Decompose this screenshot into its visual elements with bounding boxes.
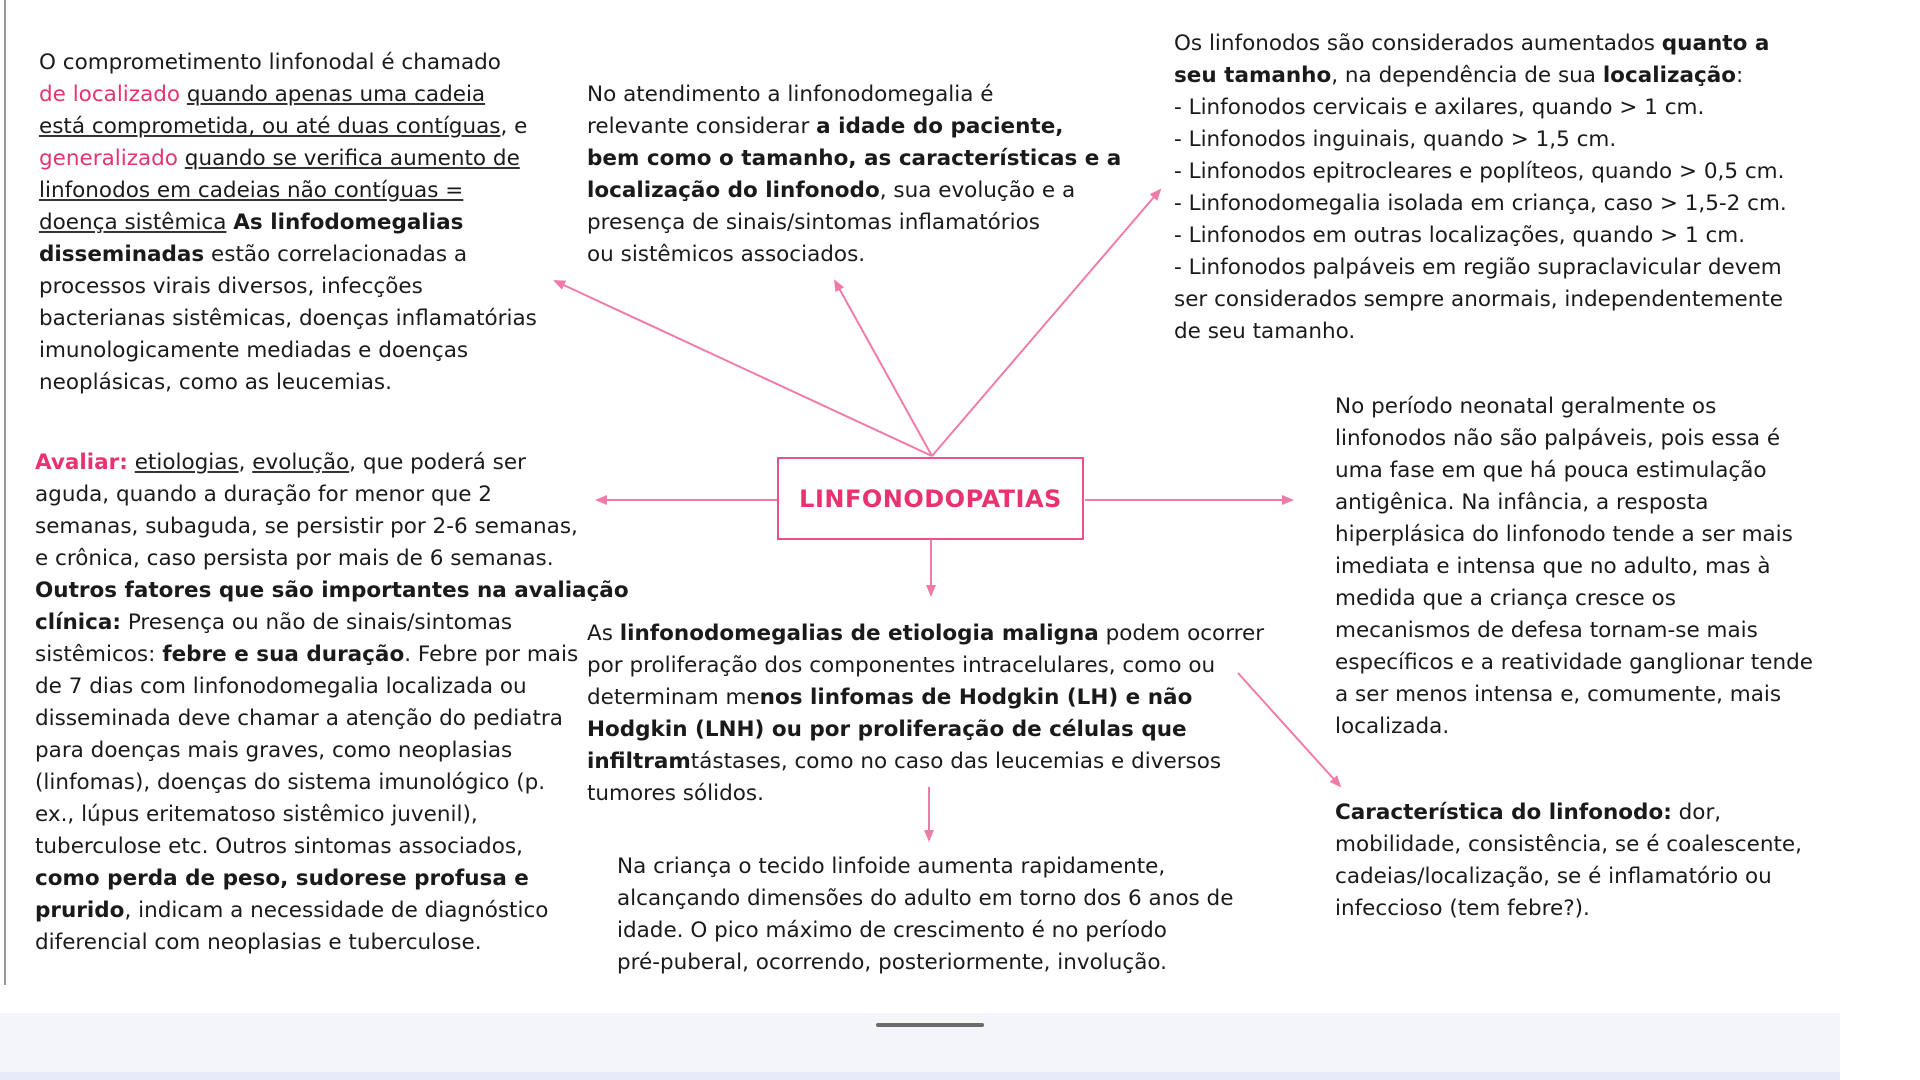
central-node bbox=[777, 457, 1084, 540]
right-margin bbox=[1840, 0, 1920, 1080]
node-bottom-center: As linfonodomegalias de etiologia maligna podem ocorrer por proliferação dos componentes intracelulares, como ou determinam menos linfomas de Hodgkin (LH) e não Hodgkin (LNH) ou por proliferação de células que infiltramtástases, como no caso das leucemias e diversos tumores sólidos. bbox=[587, 621, 1265, 806]
central-node-title: LINFONODOPATIAS bbox=[799, 484, 1062, 513]
scroll-handle[interactable] bbox=[876, 1023, 984, 1027]
node-mid-right: No período neonatal geralmente os linfonodos não são palpáveis, pois essa é uma fase em que há pouca estimulação antigênica. Na infância, a resposta hiperplásica do linfonodo tende a ser mais imediata e intensa que no adulto, mas à medida que a criança cresce os mecanismos de defesa tornam-se mais específicos e a reatividade ganglionar tende a ser menos intensa e, comumente, mais localizada. bbox=[1335, 394, 1813, 739]
node-bottom-right: Característica do linfonodo: dor, mobilidade, consistência, se é coalescente, cadeias/localização, se é inflamatório ou infeccioso (tem febre?). bbox=[1335, 800, 1802, 921]
node-bottom-child: Na criança o tecido linfoide aumenta rapidamente, alcançando dimensões do adulto em torno dos 6 anos de idade. O pico máximo de crescimento é no período pré-puberal, ocorrendo, posteriormente, involução. bbox=[617, 854, 1234, 975]
node-top-center: No atendimento a linfonodomegalia é relevante considerar a idade do paciente, bem como o tamanho, as características e a localização do linfonodo, sua evolução e a presença de sinais/sintomas inflamatórios ou sistêmicos associados. bbox=[587, 82, 1122, 267]
arrow-to-top-center bbox=[835, 281, 932, 456]
node-top-right: Os linfonodos são considerados aumentados quanto a seu tamanho, na dependência de sua localização: - Linfonodos cervicais e axilares, quando > 1 cm. - Linfonodos inguinais, quando > 1,5 cm. - Linfonodos epitrocleares e poplíteos, quando > 0,5 cm. - Linfonodomegalia isolada em criança, caso > 1,5-2 cm. - Linfonodos em outras localizações, quando > 1 cm. - Linfonodos palpáveis em região supraclavicular devem ser considerados sempre anormais, independentemente de seu tamanho. bbox=[1174, 31, 1787, 344]
node-top-left: O comprometimento linfonodal é chamado de localizado quando apenas uma cadeia está comprometida, ou até duas contíguas, e generalizado quando se verifica aumento de linfonodos em cadeias não contíguas = doença sistêmica As linfodomegalias disseminadas estão correlacionadas a processos virais diversos, infecções bacterianas sistêmicas, doenças inflamatórias imunologicamente mediadas e doenças neoplásicas, como as leucemias. bbox=[39, 50, 537, 395]
bottom-bar bbox=[0, 1072, 1840, 1080]
arrow-to-top-left bbox=[555, 281, 932, 456]
node-mid-left: Avaliar: etiologias, evolução, que poderá ser aguda, quando a duração for menor que 2 semanas, subaguda, se persistir por 2-6 semanas, e crônica, caso persista por mais de 6 semanas. Outros fatores que são importantes na avaliação clínica: Presença ou não de sinais/sintomas sistêmicos: febre e sua duração. Febre por mais de 7 dias com linfonodomegalia localizada ou disseminada deve chamar a atenção do pediatra para doenças mais graves, como neoplasias (linfomas), doenças do sistema imunológico (p. ex., lúpus eritematoso sistêmico juvenil), tuberculose etc. Outros sintomas associados, como perda de peso, sudorese profusa e prurido, indicam a necessidade de diagnóstico diferencial com neoplasias e tuberculose. bbox=[35, 450, 629, 955]
